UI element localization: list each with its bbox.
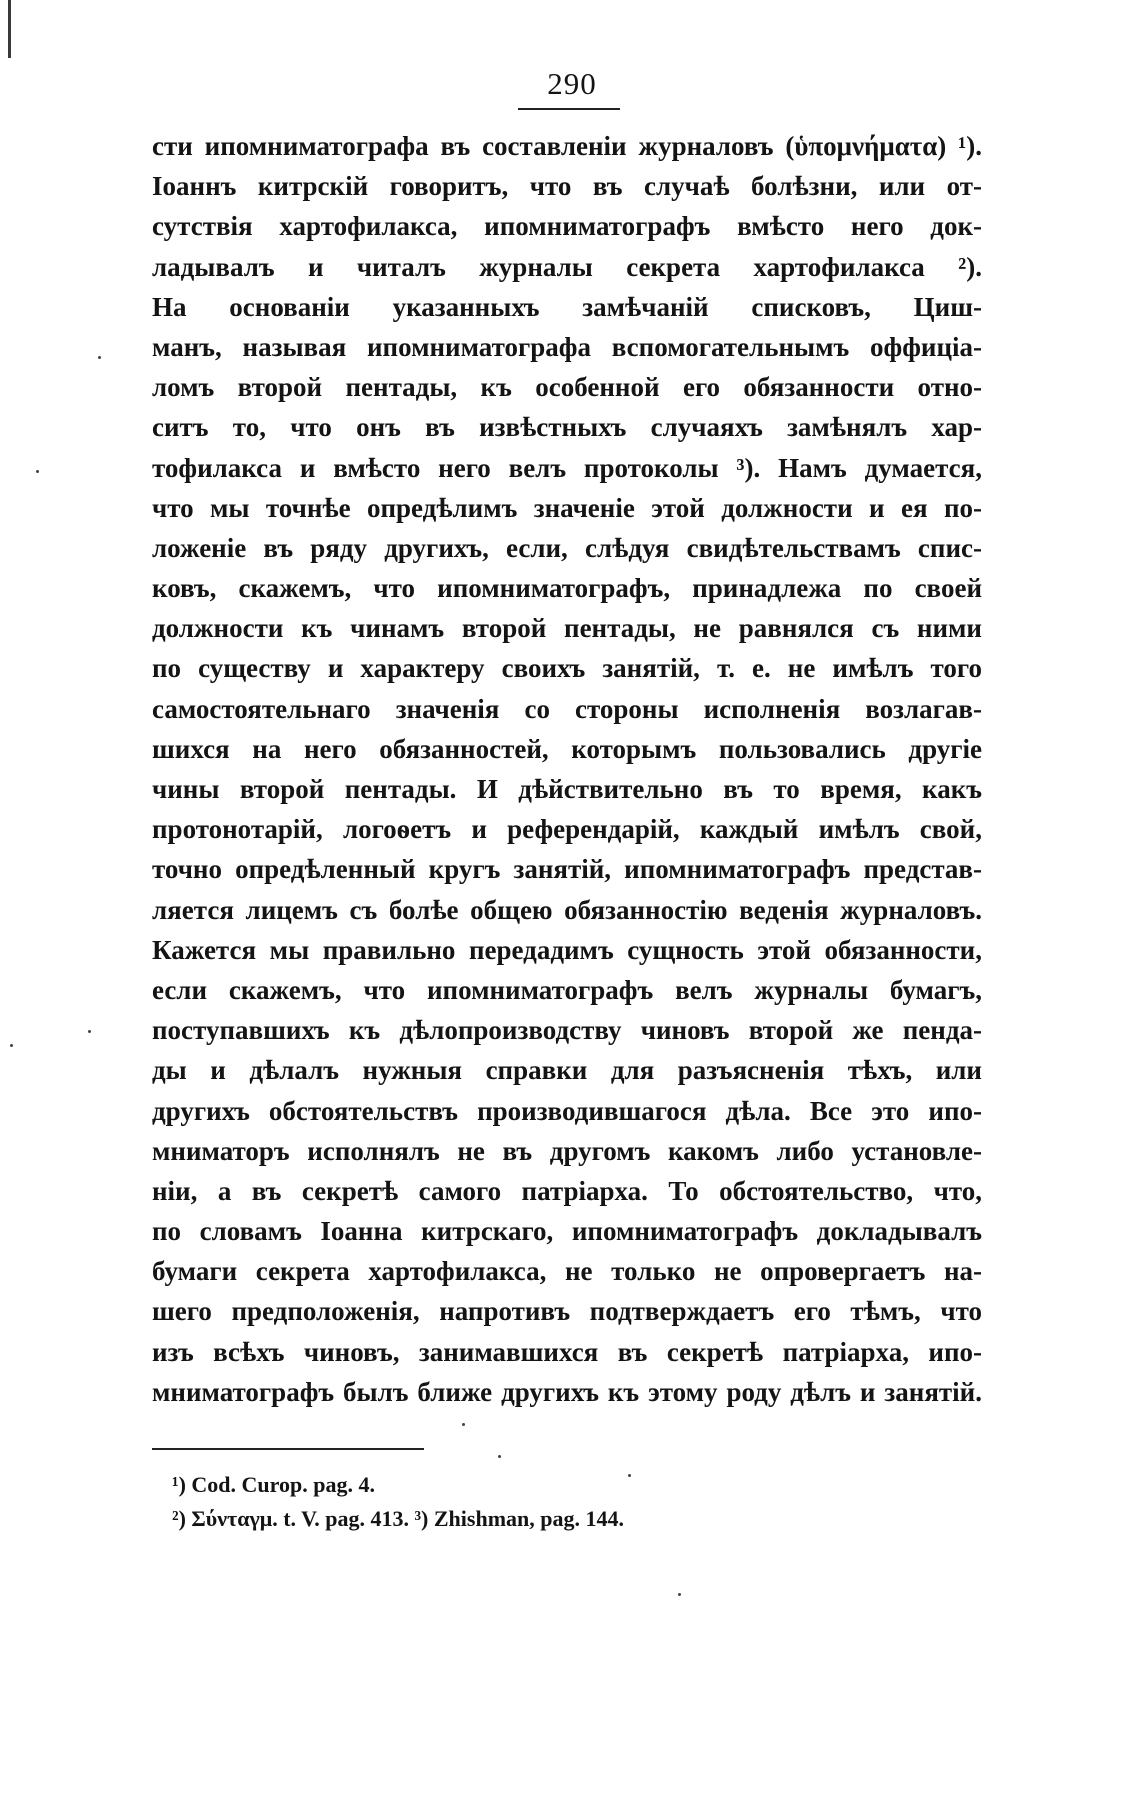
scan-speck: [678, 1593, 681, 1596]
text-line: что мы точнѣе опредѣлимъ значеніе этой должности и ея по-: [152, 492, 982, 523]
text-line: другихъ обстоятельствъ производившагося дѣла. Все это ипо-: [152, 1095, 982, 1126]
text-line: по существу и характеру своихъ занятій, т. е. не имѣлъ того: [152, 653, 982, 684]
text-line: ніи, а въ секретѣ самого патріарха. То обстоятельство, что,: [152, 1175, 982, 1206]
scan-edge-mark: [8, 0, 11, 58]
page-number-rule: [518, 108, 620, 110]
text-line: ды и дѣлалъ нужныя справки для разъясненія тѣхъ, или: [152, 1055, 982, 1086]
text-line: тофилакса и вмѣсто него велъ протоколы ³). Намъ думается,: [152, 452, 982, 483]
scan-speck: [10, 1044, 13, 1047]
text-line: Іоаннъ китрскій говоритъ, что въ случаѣ болѣзни, или от-: [152, 171, 982, 202]
scan-speck: [98, 356, 101, 359]
scan-speck: [88, 1030, 91, 1033]
scan-speck: [628, 1474, 631, 1477]
text-line: бумаги секрета хартофилакса, не только не опровергаетъ на-: [152, 1256, 982, 1287]
text-line: сутствія хартофилакса, ипомниматографъ вмѣсто него док-: [152, 211, 982, 242]
scan-speck: [462, 1423, 465, 1426]
footnote: ¹) Cod. Curop. pag. 4.: [172, 1472, 376, 1497]
scan-speck: [498, 1455, 501, 1458]
footnote-rule: [152, 1448, 424, 1450]
scan-speck: [36, 470, 39, 473]
text-line: по словамъ Іоанна китрскаго, ипомниматографъ докладывалъ: [152, 1216, 982, 1247]
text-line: поступавшихъ къ дѣлопроизводству чиновъ второй же пенда-: [152, 1015, 982, 1046]
text-line: мниматографъ былъ ближе другихъ къ этому роду дѣлъ и занятій.: [152, 1376, 982, 1407]
footnotes: [172, 1468, 624, 1536]
text-line: должности къ чинамъ второй пентады, не равнялся съ ними: [152, 613, 982, 644]
page-number: 290: [547, 66, 597, 101]
text-line: протонотарій, логоѳетъ и референдарій, каждый имѣлъ свой,: [152, 814, 982, 845]
text-line: ломъ второй пентады, къ особенной его обязанности отно-: [152, 372, 982, 403]
footnote: ²) Σύνταγμ. t. V. pag. 413. ³) Zhishman, pag. 144.: [172, 1506, 624, 1531]
text-line: ситъ то, что онъ въ извѣстныхъ случаяхъ замѣнялъ хар-: [152, 412, 982, 443]
text-line: ковъ, скажемъ, что ипомниматографъ, принадлежа по своей: [152, 573, 982, 604]
body-text: [152, 126, 982, 1412]
text-line: Кажется мы правильно передадимъ сущность этой обязанности,: [152, 934, 982, 965]
text-line: изъ всѣхъ чиновъ, занимавшихся въ секретѣ патріарха, ипо-: [152, 1336, 982, 1367]
text-line: манъ, называя ипомниматографа вспомогательнымъ оффиціа-: [152, 331, 982, 362]
text-line: ложеніе въ ряду другихъ, если, слѣдуя свидѣтельствамъ спис-: [152, 532, 982, 563]
text-line: шего предположенія, напротивъ подтверждаетъ его тѣмъ, что: [152, 1296, 982, 1327]
text-line: если скажемъ, что ипомниматографъ велъ журналы бумагъ,: [152, 974, 982, 1005]
text-line: мниматоръ исполнялъ не въ другомъ какомъ либо установле-: [152, 1135, 982, 1166]
text-line: чины второй пентады. И дѣйствительно въ то время, какъ: [152, 774, 982, 804]
text-line: ляется лицемъ съ болѣе общею обязанностію веденія журналовъ.: [152, 894, 982, 925]
text-line: На основаніи указанныхъ замѣчаній списковъ, Циш-: [152, 291, 982, 322]
text-line: шихся на него обязанностей, которымъ пользовались другіе: [152, 733, 982, 764]
text-line: самостоятельнаго значенія со стороны исполненія возлагав-: [152, 693, 982, 724]
text-line: сти ипомниматографа въ составленіи журналовъ (ὑπομνήματα) ¹).: [152, 131, 982, 161]
text-line: ладывалъ и читалъ журналы секрета хартофилакса ²).: [152, 251, 982, 282]
text-line: точно опредѣленный кругъ занятій, ипомниматографъ представ-: [152, 854, 982, 885]
